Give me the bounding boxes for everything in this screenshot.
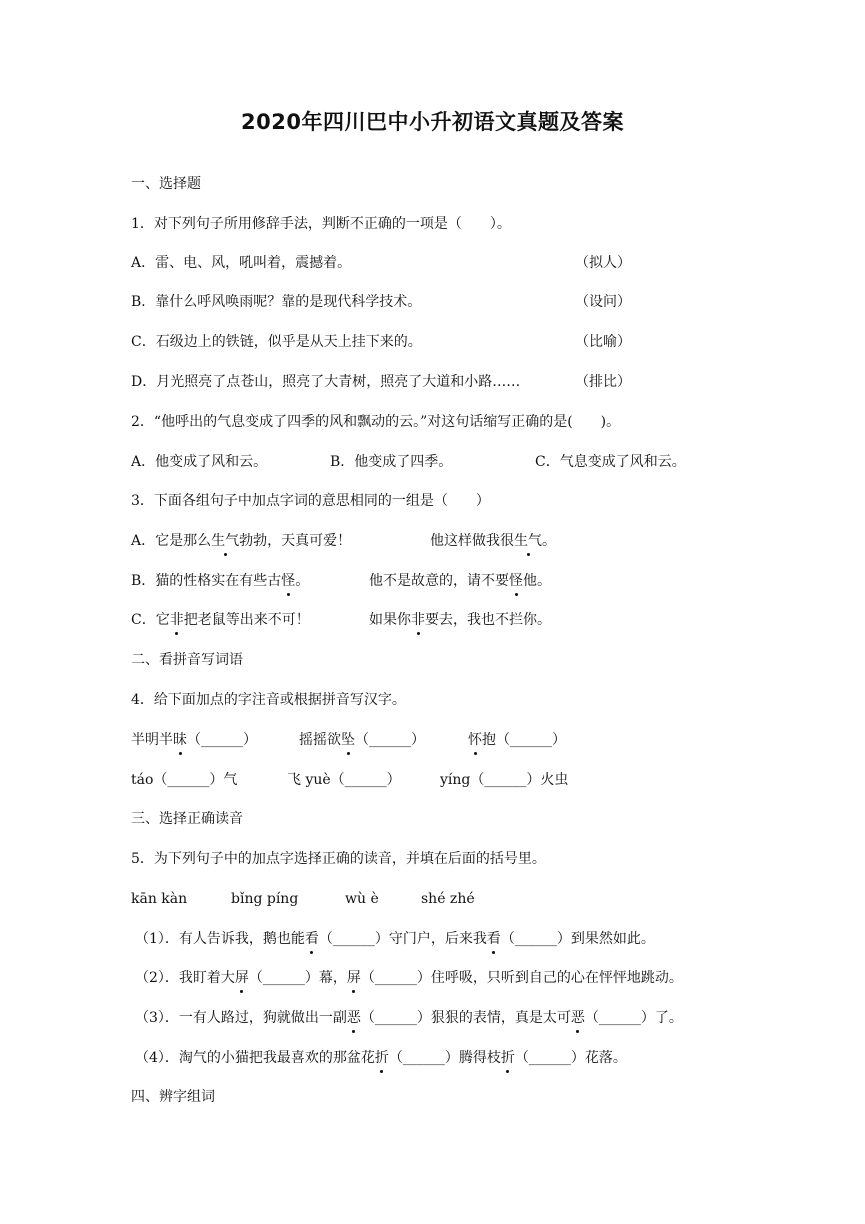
section-heading-pinyin: 二、看拼音写词语 [131, 652, 243, 668]
q4-item-3 [468, 730, 566, 750]
q3-b-text-post: 。 [295, 573, 310, 589]
q5-item-2 [135, 968, 683, 988]
q2-option-a: A．他变成了风和云。 [131, 454, 268, 470]
q2-option-c: C．气息变成了风和云。 [535, 454, 686, 470]
q1-option-c-tag: （比喻） [575, 334, 631, 350]
q3-c-s2-pre: 如果你 [369, 612, 411, 628]
section-heading-choice: 一、选择题 [131, 176, 201, 192]
q3-b-s2-pre: 他不是故意的，请不要 [369, 573, 509, 589]
question-1-stem: 1．对下列句子所用修辞手法，判断不正确的一项是（ ）。 [131, 216, 511, 232]
question-4-stem: 4．给下面加点的字注音或根据拼音写汉字。 [131, 692, 406, 708]
q5-item-4-part-1: （4）．淘气的小猫把我最喜欢的那盆花 [135, 1050, 375, 1066]
q4-item-5: 飞 yuè（______） [287, 772, 401, 788]
q1-option-c [131, 332, 631, 352]
q3-a-s2-post: 。 [542, 533, 556, 549]
q3-option-b [131, 571, 551, 591]
q3-b-text-pre: B．猫的性格实在有些古 [131, 573, 282, 589]
q5-item-3-part-1: （3）．一有人路过，狗就做出一副 [135, 1010, 347, 1026]
q5-item-4-part-3: （______）花落。 [514, 1050, 627, 1066]
q5-item-1-dotted-2: 看 [486, 931, 501, 947]
q4-item-1-blank: （______） [187, 732, 257, 748]
q3-option-c [131, 610, 551, 630]
q5-pinyin-3: wù è [345, 891, 379, 907]
q1-option-b [131, 292, 631, 312]
q5-item-1 [135, 929, 655, 949]
q4-item-3-blank: 抱（______） [482, 732, 566, 748]
q4-item-2 [299, 730, 425, 750]
q4-item-3-dotted: 怀 [468, 732, 482, 748]
q5-item-3-part-2: （______）狠狠的表情，真是太可 [360, 1010, 571, 1026]
q5-item-1-part-3: （______）到果然如此。 [500, 931, 655, 947]
q3-c-dotted-word: 非 [169, 612, 184, 628]
q1-option-b-text: B．靠什么呼风唤雨呢？靠的是现代科学技术。 [131, 294, 422, 310]
q3-c-s2-post: 要去，我也不拦你。 [425, 612, 551, 628]
q4-item-4: táo（______）气 [131, 772, 238, 788]
q4-item-1 [131, 732, 257, 748]
q5-item-3 [135, 1008, 683, 1028]
q5-item-3-dotted-2: 恶 [570, 1010, 585, 1026]
q1-option-d [131, 372, 631, 392]
q5-item-2-part-1: （2）．我盯着大 [135, 970, 235, 986]
q5-item-2-part-2: （______）幕， [248, 970, 347, 986]
q1-option-d-tag: （排比） [575, 374, 631, 390]
q3-a-text-post: 勃勃，天真可爱！ [239, 533, 352, 549]
q3-b-s2-post: 他。 [523, 573, 551, 589]
q1-option-c-text: C．石级边上的铁链，似乎是从天上挂下来的。 [131, 334, 422, 350]
page-title: 2020年四川巴中小升初语文真题及答案 [241, 110, 624, 134]
q5-item-3-part-3: （______）了。 [584, 1010, 683, 1026]
section-heading-reading: 三、选择正确读音 [131, 811, 243, 827]
q4-item-2-pre: 摇摇欲 [299, 732, 341, 748]
q5-pinyin-4: shé zhé [421, 891, 475, 907]
q5-item-4-dotted-2: 折 [500, 1050, 515, 1066]
q3-option-a [131, 531, 556, 551]
q4-item-2-blank: （______） [355, 732, 425, 748]
q1-option-a [131, 253, 631, 273]
q4-row-2 [131, 770, 569, 790]
q4-item-1-dotted: 昧 [173, 732, 187, 748]
q3-c-text-post: 把老鼠等出来不可！ [183, 612, 310, 628]
q3-a-sentence-2 [430, 531, 556, 551]
q3-c-text-pre: C．它 [131, 612, 170, 628]
q5-item-4-part-2: （______）腾得枝 [388, 1050, 501, 1066]
q3-a-text-pre: A．它是那么 [131, 533, 212, 549]
q1-option-a-tag: （拟人） [575, 255, 631, 271]
q1-option-b-tag: （设问） [575, 294, 631, 310]
q4-item-6: yíng（______）火虫 [440, 772, 569, 788]
q5-item-3-dotted-1: 恶 [346, 1010, 361, 1026]
q5-item-1-part-2: （______）守门户，后来我 [318, 931, 487, 947]
q3-a-dotted-word: 生气 [211, 533, 240, 549]
question-5-stem: 5．为下列句子中的加点字选择正确的读音，并填在后面的括号里。 [131, 851, 546, 867]
q3-a-s2-pre: 他这样做我很 [430, 533, 514, 549]
section-heading-characters: 四、辨字组词 [131, 1089, 215, 1105]
q5-item-4-dotted-1: 折 [374, 1050, 389, 1066]
q5-item-2-part-3: （______）住呼吸，只听到自己的心在怦怦地跳动。 [360, 970, 683, 986]
q5-item-2-dotted-2: 屏 [346, 970, 361, 986]
q3-b-sentence-2 [369, 571, 551, 591]
q5-item-1-dotted-1: 看 [304, 931, 319, 947]
q5-pinyin-1: kān kàn [131, 891, 188, 907]
q5-item-2-dotted-1: 屏 [234, 970, 249, 986]
q2-options [131, 452, 686, 472]
q3-c-s2-dotted-word: 非 [411, 612, 425, 628]
q4-row-1 [131, 730, 566, 750]
q2-option-b: B．他变成了四季。 [330, 454, 453, 470]
q4-item-2-dotted: 坠 [341, 732, 355, 748]
question-3-stem: 3．下面各组句子中加点字词的意思相同的一组是（ ） [131, 493, 490, 509]
q4-item-1-pre: 半明半 [131, 732, 173, 748]
question-2-stem: 2．“他呼出的气息变成了四季的风和飘动的云。”对这句话缩写正确的是( )。 [131, 414, 621, 430]
q5-pinyin-2: bǐng píng [231, 891, 299, 907]
q5-item-4 [135, 1048, 627, 1068]
q3-a-s2-dotted-word: 生气 [514, 533, 542, 549]
q3-b-s2-dotted-word: 怪 [509, 573, 523, 589]
q3-b-dotted-word: 怪 [281, 573, 296, 589]
q5-item-1-part-1: （1）．有人告诉我，鹅也能 [135, 931, 305, 947]
q1-option-d-text: D．月光照亮了点苍山，照亮了大青树，照亮了大道和小路…… [131, 374, 521, 390]
q3-c-sentence-2 [369, 610, 551, 630]
q1-option-a-text: A．雷、电、风，吼叫着，震撼着。 [131, 255, 352, 271]
